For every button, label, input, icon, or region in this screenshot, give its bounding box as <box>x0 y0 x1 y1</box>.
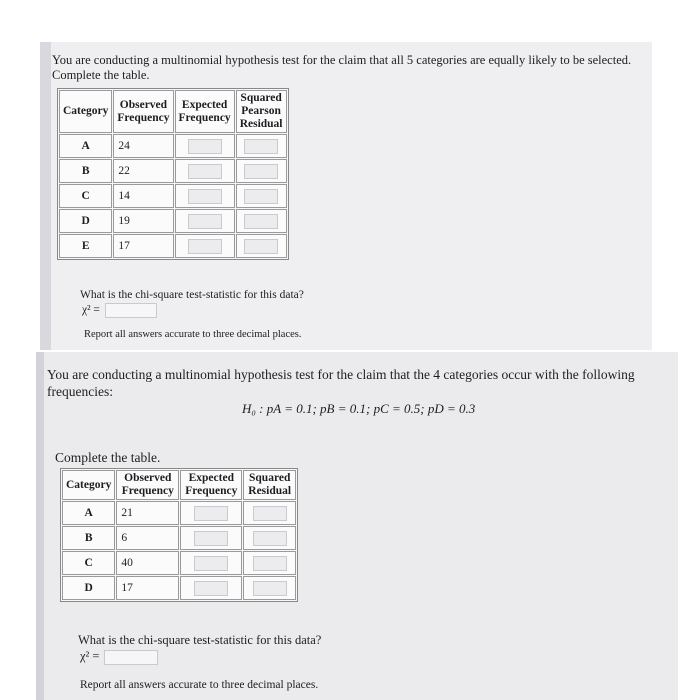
category-cell: B <box>62 526 115 550</box>
problem-2-chi-row <box>80 649 158 665</box>
expected-input[interactable] <box>188 189 222 204</box>
table-row <box>62 501 296 525</box>
table-row <box>62 576 296 600</box>
header-category: Category <box>62 470 115 500</box>
chi-square-label: χ² = <box>80 649 100 663</box>
header-residual: Squared Residual <box>243 470 296 500</box>
residual-input[interactable] <box>244 164 278 179</box>
residual-input[interactable] <box>253 581 287 596</box>
expected-input[interactable] <box>188 139 222 154</box>
observed-cell: 19 <box>113 209 173 233</box>
observed-cell: 40 <box>116 551 179 575</box>
residual-input[interactable] <box>244 139 278 154</box>
header-residual: Squared Pearson Residual <box>236 90 287 133</box>
header-expected: Expected Frequency <box>180 470 242 500</box>
problem-1-chi-row <box>82 303 157 318</box>
category-cell: C <box>62 551 115 575</box>
category-cell: A <box>59 134 112 158</box>
table-row <box>59 234 287 258</box>
problem-2-question-line-2: frequencies: <box>47 384 113 399</box>
expected-input[interactable] <box>188 214 222 229</box>
category-cell: C <box>59 184 112 208</box>
category-cell: D <box>62 576 115 600</box>
observed-cell: 22 <box>113 159 173 183</box>
residual-input[interactable] <box>253 506 287 521</box>
problem-2-question-line-1: You are conducting a multinomial hypothesis test for the claim that the 4 categories occur with the following <box>47 367 635 382</box>
table-row <box>59 184 287 208</box>
problem-2-panel <box>36 352 678 700</box>
left-margin-strip <box>36 352 44 700</box>
problem-1-chi-question: What is the chi-square test-statistic for this data? <box>80 289 304 301</box>
problem-1-question: You are conducting a multinomial hypothesis test for the claim that all 5 categories are equally likely to be selected. <box>52 53 632 67</box>
observed-cell: 21 <box>116 501 179 525</box>
header-expected: Expected Frequency <box>175 90 235 133</box>
expected-input[interactable] <box>194 531 228 546</box>
problem-1-table <box>57 88 289 260</box>
residual-input[interactable] <box>253 556 287 571</box>
chi-square-input[interactable] <box>105 303 157 318</box>
problem-2-chi-question: What is the chi-square test-statistic for this data? <box>78 633 322 647</box>
table-row <box>62 551 296 575</box>
header-observed: Observed Frequency <box>116 470 179 500</box>
category-cell: D <box>59 209 112 233</box>
category-cell: A <box>62 501 115 525</box>
residual-input[interactable] <box>244 214 278 229</box>
null-hypothesis: H₀ : pA = 0.1; pB = 0.1; pC = 0.5; pD = 0.3 <box>242 401 476 416</box>
table-row <box>59 209 287 233</box>
header-category: Category <box>59 90 112 133</box>
problem-2-table <box>60 468 298 602</box>
expected-input[interactable] <box>194 581 228 596</box>
left-margin-strip <box>40 42 51 350</box>
table-row <box>59 134 287 158</box>
header-observed: Observed Frequency <box>113 90 173 133</box>
table-row <box>59 159 287 183</box>
residual-input[interactable] <box>253 531 287 546</box>
category-cell: B <box>59 159 112 183</box>
expected-input[interactable] <box>188 164 222 179</box>
expected-input[interactable] <box>188 239 222 254</box>
problem-1-instruction: Complete the table. <box>52 68 150 82</box>
residual-input[interactable] <box>244 239 278 254</box>
residual-input[interactable] <box>244 189 278 204</box>
problem-2-instruction: Complete the table. <box>55 450 161 465</box>
problem-2-note: Report all answers accurate to three decimal places. <box>80 679 319 691</box>
observed-cell: 24 <box>113 134 173 158</box>
expected-input[interactable] <box>194 556 228 571</box>
problem-1-note: Report all answers accurate to three decimal places. <box>84 329 302 340</box>
table-row <box>62 526 296 550</box>
observed-cell: 17 <box>116 576 179 600</box>
chi-square-label: χ² = <box>82 304 100 317</box>
chi-square-input[interactable] <box>104 650 158 665</box>
observed-cell: 14 <box>113 184 173 208</box>
problem-1-panel <box>40 42 652 350</box>
observed-cell: 6 <box>116 526 179 550</box>
expected-input[interactable] <box>194 506 228 521</box>
category-cell: E <box>59 234 112 258</box>
observed-cell: 17 <box>113 234 173 258</box>
